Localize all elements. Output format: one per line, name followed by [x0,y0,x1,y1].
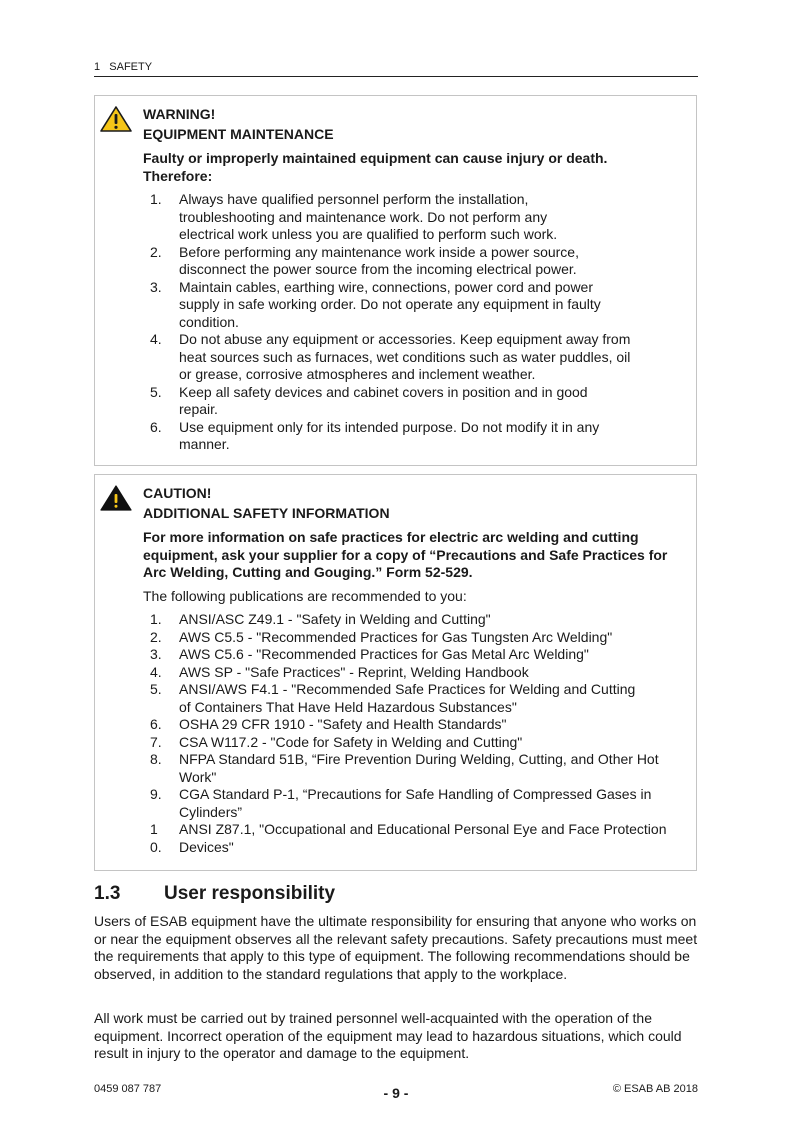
section-heading [94,882,335,906]
list-item: 2. AWS C5.5 - "Recommended Practices for Gas Tungsten Arc Welding" [150,628,613,645]
caution-title: ADDITIONAL SAFETY INFORMATION [143,505,390,521]
list-item: 4. Do not abuse any equipment or accessories. Keep equipment away from heat sources such as furnaces, wet conditions such as water puddles, oil or grease, corrosive atmospheres and inclement weather. [150,331,631,382]
list-item: 3. Maintain cables, earthing wire, connections, power cord and power supply in safe working order. Do not operate any equipment in faulty condition. [150,278,601,330]
warning-triangle-icon [100,106,132,132]
list-item: 6. Use equipment only for its intended purpose. Do not modify it in any manner. [150,418,600,452]
warning-label: WARNING! [143,106,216,122]
list-item: 1. Always have qualified personnel perform the installation, troubleshooting and maintenance work. Do not perform any electrical work unless you are qualified to perform such work. [150,191,558,242]
list-item: 8. NFPA Standard 51B, “Fire Prevention During Welding, Cutting, and Other Hot Work" [150,751,659,785]
section-title: User responsibility [164,883,336,904]
warning-lead: Faulty or improperly maintained equipment can cause injury or death. Therefore: [143,150,608,184]
publications-list [143,611,667,856]
running-header [94,61,698,77]
list-item: 5. ANSI/AWS F4.1 - "Recommended Safe Practices for Welding and Cutting of Containers That Have Held Hazardous Substances" [150,681,636,715]
list-item: 2. Before performing any maintenance work inside a power source, disconnect the power source from the incoming electrical power. [150,243,579,277]
warning-box [94,95,697,466]
list-item: 1. ANSI/ASC Z49.1 - "Safety in Welding and Cutting" [150,611,491,627]
list-item: 1 0. ANSI Z87.1, "Occupational and Educational Personal Eye and Face Protection Devices" [150,821,667,855]
page-number: - 9 - [383,1085,409,1101]
body-paragraph: Users of ESAB equipment have the ultimate responsibility for ensuring that anyone who works on or near the equipment observes all the relevant safety precautions. Safety precautions must meet the requirements that apply to this type of equipment. The following recommendations should be observed, in addition to the standard regulations that apply to the workplace. [94,913,698,982]
caution-label: CAUTION! [143,485,212,501]
section-number: 1.3 [94,883,121,904]
chapter-title: 1 SAFETY [94,61,153,73]
list-item: 5. Keep all safety devices and cabinet covers in position and in good repair. [150,383,588,417]
caution-lead: For more information on safe practices for electric arc welding and cutting equipment, ask your supplier for a copy of “Precautions and Safe Practices for Arc Welding, Cutting and Gouging.” Form 52-529. [143,529,668,580]
list-item: 6. OSHA 29 CFR 1910 - "Safety and Health Standards" [150,716,507,732]
caution-intro: The following publications are recommended to you: [143,587,467,604]
list-item: 7. CSA W117.2 - "Code for Safety in Welding and Cutting" [150,733,523,750]
document-number: 0459 087 787 [94,1083,162,1095]
list-item: 9. CGA Standard P-1, “Precautions for Safe Handling of Compressed Gases in Cylinders” [150,786,652,820]
body-paragraph: All work must be carried out by trained personnel well-acquainted with the operation of the equipment. Incorrect operation of the equipment may lead to hazardous situations, which could result in injury to the operator and damage to the equipment. [94,1010,682,1061]
warning-title: EQUIPMENT MAINTENANCE [143,126,334,142]
copyright: © ESAB AB 2018 [612,1083,698,1095]
caution-box [94,474,697,871]
warning-list [143,191,631,454]
list-item: 3. AWS C5.6 - "Recommended Practices for Gas Metal Arc Welding" [150,646,589,662]
caution-triangle-icon [100,485,132,511]
list-item: 4. AWS SP - "Safe Practices" - Reprint, Welding Handbook [150,663,529,680]
